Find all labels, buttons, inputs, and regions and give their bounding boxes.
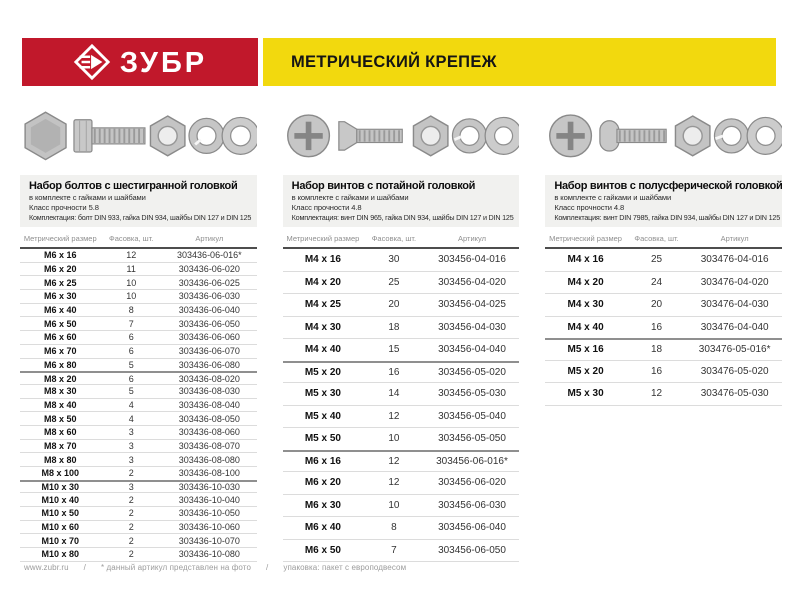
cell-size: М6 х 16 [304, 455, 341, 467]
cell-qty: 10 [126, 277, 137, 288]
cell-art: 303436-06-040 [178, 305, 240, 316]
cell-qty: 8 [391, 522, 397, 534]
footer-separator: / [83, 563, 86, 572]
cell-size: М5 х 30 [567, 388, 604, 400]
cell-art: 303476-04-020 [700, 276, 769, 288]
table-row [20, 331, 257, 345]
cell-qty: 10 [388, 499, 400, 511]
table-row [283, 428, 520, 451]
strength-class: Класс прочности 4.8 [554, 203, 625, 212]
cell-qty: 24 [651, 276, 663, 288]
table-row [283, 495, 520, 518]
cell-art: 303436-08-070 [178, 440, 240, 451]
kit-contents: Комплектация: болт DIN 933, гайка DIN 934, шайбы DIN 127 и DIN 125 [29, 213, 252, 222]
cell-qty: 25 [388, 276, 400, 288]
cell-art: 303436-08-050 [178, 413, 240, 424]
table-row [283, 383, 520, 406]
table-row [20, 493, 257, 507]
product-title: Набор винтов с полусферической головкой [554, 180, 783, 192]
cell-qty: 3 [128, 454, 134, 465]
cell-size: М6 х 40 [304, 522, 341, 534]
page-header [22, 38, 776, 86]
cell-art: 303456-06-030 [438, 499, 506, 511]
hex-nut-icon [413, 116, 447, 156]
cell-qty: 18 [388, 321, 400, 333]
hex-head-icon [25, 112, 66, 159]
brand-logo [22, 38, 258, 86]
cell-art: 303436-10-050 [178, 508, 240, 519]
col-header-size: Метрический размер [549, 234, 622, 243]
screw-side-icon [600, 121, 666, 151]
table-body [545, 249, 782, 406]
table-row [283, 272, 520, 295]
footer-separator: / [266, 563, 269, 572]
cell-qty: 4 [128, 413, 134, 424]
table-row [545, 272, 782, 295]
cell-size: М5 х 20 [567, 365, 604, 377]
col-header-qty: Фасовка, шт. [109, 234, 154, 243]
countersunk-screw-set-image [283, 98, 520, 170]
cell-qty: 4 [128, 399, 134, 410]
table-row [283, 317, 520, 340]
cell-size: М10 х 60 [41, 522, 79, 533]
table-row [20, 317, 257, 331]
cell-qty: 6 [128, 346, 134, 357]
phillips-head-icon [287, 115, 329, 157]
cell-qty: 11 [126, 264, 136, 275]
cell-size: М8 х 30 [43, 386, 77, 397]
cell-qty: 16 [651, 321, 663, 333]
column-panhead-screws [545, 96, 782, 562]
page-footer [24, 563, 780, 572]
table-row [20, 304, 257, 318]
hex-nut-icon [676, 116, 710, 156]
strength-class: Класс прочности 5.8 [29, 203, 99, 212]
cell-art: 303456-04-016 [438, 254, 506, 266]
table-row [20, 385, 257, 399]
cell-qty: 5 [128, 386, 134, 397]
cell-qty: 16 [388, 366, 400, 378]
cell-size: М8 х 50 [43, 413, 77, 424]
cell-art: 303476-05-020 [700, 365, 769, 377]
cell-qty: 7 [128, 318, 134, 329]
cell-size: М10 х 50 [41, 508, 79, 519]
cell-qty: 12 [388, 410, 400, 422]
cell-size: М8 х 20 [43, 373, 77, 384]
cell-art: 303476-04-040 [700, 321, 769, 333]
cell-art: 303436-10-070 [178, 535, 240, 546]
cell-art: 303436-10-040 [178, 494, 240, 505]
cell-art: 303456-05-020 [438, 366, 506, 378]
table-header [545, 227, 782, 249]
cell-qty: 2 [128, 522, 134, 533]
cell-size: М6 х 20 [43, 264, 77, 275]
table-row [20, 359, 257, 373]
cell-size: М6 х 80 [43, 359, 77, 370]
spring-washer-icon [452, 119, 486, 153]
cell-qty: 2 [128, 535, 134, 546]
cell-art: 303436-06-020 [178, 264, 240, 275]
cell-art: 303456-04-020 [438, 276, 506, 288]
flat-washer-icon [222, 117, 257, 154]
col-header-art: Артикул [195, 234, 224, 243]
cell-qty: 2 [128, 508, 134, 519]
cell-art: 303436-06-050 [178, 318, 240, 329]
cell-art: 303456-05-040 [438, 410, 506, 422]
product-photo [20, 96, 257, 172]
cell-art: 303436-10-060 [178, 522, 240, 533]
table-row [283, 517, 520, 540]
table-header [283, 227, 520, 249]
cell-size: М6 х 50 [43, 318, 77, 329]
table-row [20, 507, 257, 521]
table-row [20, 345, 257, 359]
cell-art: 303456-05-050 [438, 433, 506, 445]
cell-size: М4 х 16 [304, 254, 341, 266]
cell-size: М6 х 70 [43, 346, 77, 357]
product-subtitle: в комплекте с гайками и шайбами [29, 193, 146, 202]
kit-contents: Комплектация: винт DIN 7985, гайка DIN 934, шайбы DIN 127 и DIN 125 [554, 213, 780, 222]
brand-name: ЗУБР [119, 46, 208, 79]
cell-size: М4 х 20 [304, 276, 341, 288]
column-countersunk-screws [283, 96, 520, 562]
col-header-art: Артикул [720, 234, 749, 243]
cell-size: М10 х 70 [41, 535, 79, 546]
table-row [545, 361, 782, 384]
hex-bolt-set-image [20, 98, 257, 170]
cell-art: 303456-04-030 [438, 321, 506, 333]
product-description [283, 175, 520, 227]
product-photo [283, 96, 520, 172]
table-row [545, 317, 782, 340]
cell-qty: 12 [388, 477, 400, 489]
kit-contents: Комплектация: винт DIN 965, гайка DIN 934, шайбы DIN 127 и DIN 125 [291, 213, 514, 222]
cell-size: М5 х 40 [304, 410, 341, 422]
cell-size: М4 х 20 [567, 276, 604, 288]
cell-size: М8 х 70 [43, 440, 77, 451]
cell-qty: 7 [391, 544, 397, 556]
cell-art: 303436-08-060 [178, 427, 240, 438]
col-header-qty: Фасовка, шт. [371, 234, 417, 243]
cell-size: М5 х 16 [567, 344, 604, 356]
cell-art: 303456-05-030 [438, 388, 506, 400]
cell-qty: 16 [651, 365, 663, 377]
table-row [20, 412, 257, 426]
col-header-size: Метрический размер [286, 234, 360, 243]
cell-art: 303436-06-060 [178, 332, 240, 343]
cell-size: М10 х 80 [41, 549, 79, 560]
cell-qty: 6 [128, 332, 134, 343]
table-row [20, 467, 257, 481]
cell-size: М6 х 50 [304, 544, 341, 556]
table-row [545, 294, 782, 317]
cell-art: 303456-06-020 [438, 477, 506, 489]
cell-qty: 5 [128, 359, 134, 370]
cell-qty: 2 [128, 549, 134, 560]
table-row [20, 290, 257, 304]
bolt-side-icon [74, 120, 145, 152]
cell-qty: 3 [128, 440, 134, 451]
cell-qty: 14 [388, 388, 400, 400]
cell-art: 303476-04-016 [700, 254, 769, 266]
cell-art: 303436-10-080 [178, 549, 240, 560]
table-row [283, 406, 520, 429]
panhead-screw-set-image [545, 98, 782, 170]
table-row [20, 453, 257, 467]
product-description [20, 175, 257, 227]
cell-qty: 12 [651, 388, 663, 400]
cell-qty: 18 [651, 344, 663, 356]
table-row [283, 472, 520, 495]
cell-qty: 2 [128, 494, 134, 505]
table-row [20, 521, 257, 535]
flat-washer-icon [485, 117, 520, 154]
cell-art: 303436-08-080 [178, 454, 240, 465]
table-row [20, 371, 257, 385]
table-row [545, 249, 782, 272]
packaging-note: упаковка: пакет с европодвесом [283, 563, 407, 572]
table-row [283, 540, 520, 563]
cell-size: М8 х 60 [43, 427, 77, 438]
page-title-bar [263, 38, 776, 86]
cell-qty: 6 [128, 373, 134, 384]
cell-qty: 2 [128, 468, 134, 479]
cell-qty: 30 [388, 254, 400, 266]
cell-art: 303436-08-020 [178, 373, 240, 384]
cell-size: М10 х 40 [41, 494, 79, 505]
cell-qty: 15 [388, 344, 400, 356]
strength-class: Класс прочности 4.8 [291, 203, 362, 212]
screw-side-icon [339, 122, 402, 150]
table-row [20, 249, 257, 263]
cell-art: 303436-06-080 [178, 359, 240, 370]
cell-size: М6 х 16 [43, 250, 77, 261]
cell-art: 303436-08-040 [178, 399, 240, 410]
zubr-arrow-icon [73, 43, 111, 81]
cell-size: М8 х 100 [41, 468, 79, 479]
cell-art: 303456-06-050 [438, 544, 506, 556]
cell-size: М4 х 40 [304, 344, 341, 356]
cell-art: 303476-04-030 [700, 299, 769, 311]
table-body [283, 249, 520, 562]
cell-size: М6 х 25 [43, 277, 77, 288]
table-row [20, 440, 257, 454]
cell-art: 303436-06-016* [177, 250, 242, 261]
cell-art: 303436-06-025 [178, 277, 240, 288]
col-header-size: Метрический размер [23, 234, 97, 243]
table-body [20, 249, 257, 562]
cell-art: 303436-06-070 [178, 346, 240, 357]
cell-art: 303476-05-030 [700, 388, 769, 400]
photo-note: * данный артикул представлен на фото [101, 563, 252, 572]
cell-qty: 8 [128, 305, 134, 316]
cell-art: 303456-04-025 [438, 299, 506, 311]
product-subtitle: в комплекте с гайками и шайбами [554, 193, 672, 202]
cell-qty: 12 [388, 455, 400, 467]
cell-size: М8 х 40 [43, 399, 77, 410]
table-row [283, 249, 520, 272]
cell-size: М5 х 50 [304, 433, 341, 445]
table-row [20, 276, 257, 290]
cell-art: 303436-06-030 [178, 291, 240, 302]
site-url: www.zubr.ru [24, 563, 69, 572]
product-columns [20, 96, 782, 562]
table-row [20, 426, 257, 440]
cell-size: М4 х 30 [304, 321, 341, 333]
table-row [20, 548, 257, 562]
cell-qty: 3 [128, 427, 134, 438]
cell-qty: 3 [128, 482, 134, 493]
product-title: Набор болтов с шестигранной головкой [29, 180, 238, 192]
table-row [20, 480, 257, 494]
table-row [283, 294, 520, 317]
cell-size: М4 х 40 [567, 321, 604, 333]
phillips-head-icon [550, 115, 592, 157]
table-row [20, 399, 257, 413]
cell-size: М6 х 40 [43, 305, 77, 316]
cell-size: М6 х 30 [43, 291, 77, 302]
table-row [283, 361, 520, 384]
table-row [545, 383, 782, 406]
cell-size: М10 х 30 [41, 482, 79, 493]
col-header-qty: Фасовка, шт. [634, 234, 679, 243]
table-row [283, 450, 520, 473]
cell-size: М4 х 30 [567, 299, 604, 311]
cell-art: 303456-04-040 [438, 344, 506, 356]
cell-art: 303456-06-016* [436, 455, 508, 467]
cell-art: 303436-08-030 [178, 386, 240, 397]
column-hex-bolts [20, 96, 257, 562]
product-title: Набор винтов с потайной головкой [291, 180, 476, 192]
spring-washer-icon [189, 118, 224, 153]
cell-art: 303476-05-016* [698, 344, 771, 356]
cell-size: М6 х 20 [304, 477, 341, 489]
product-photo [545, 96, 782, 172]
cell-size: М6 х 30 [304, 499, 341, 511]
table-row [283, 339, 520, 362]
cell-size: М4 х 16 [567, 254, 604, 266]
cell-art: 303436-10-030 [178, 482, 240, 493]
col-header-art: Артикул [458, 234, 486, 243]
cell-size: М8 х 80 [43, 454, 77, 465]
cell-size: М6 х 60 [43, 332, 77, 343]
product-description [545, 175, 782, 227]
table-header [20, 227, 257, 249]
cell-qty: 20 [651, 299, 663, 311]
cell-qty: 12 [126, 250, 137, 261]
cell-qty: 25 [651, 254, 663, 266]
cell-size: М5 х 20 [304, 366, 341, 378]
table-row [20, 263, 257, 277]
table-row [20, 534, 257, 548]
table-row [545, 338, 782, 361]
spring-washer-icon [715, 119, 749, 153]
cell-size: М5 х 30 [304, 388, 341, 400]
flat-washer-icon [747, 117, 782, 154]
cell-art: 303436-08-100 [178, 468, 240, 479]
cell-qty: 20 [388, 299, 400, 311]
hex-nut-icon [150, 116, 184, 156]
cell-qty: 10 [388, 433, 400, 445]
cell-art: 303456-06-040 [438, 522, 506, 534]
cell-size: М4 х 25 [304, 299, 341, 311]
cell-qty: 10 [126, 291, 137, 302]
page-title: МЕТРИЧЕСКИЙ КРЕПЕЖ [291, 52, 497, 71]
product-subtitle: в комплекте с гайками и шайбами [291, 193, 409, 202]
